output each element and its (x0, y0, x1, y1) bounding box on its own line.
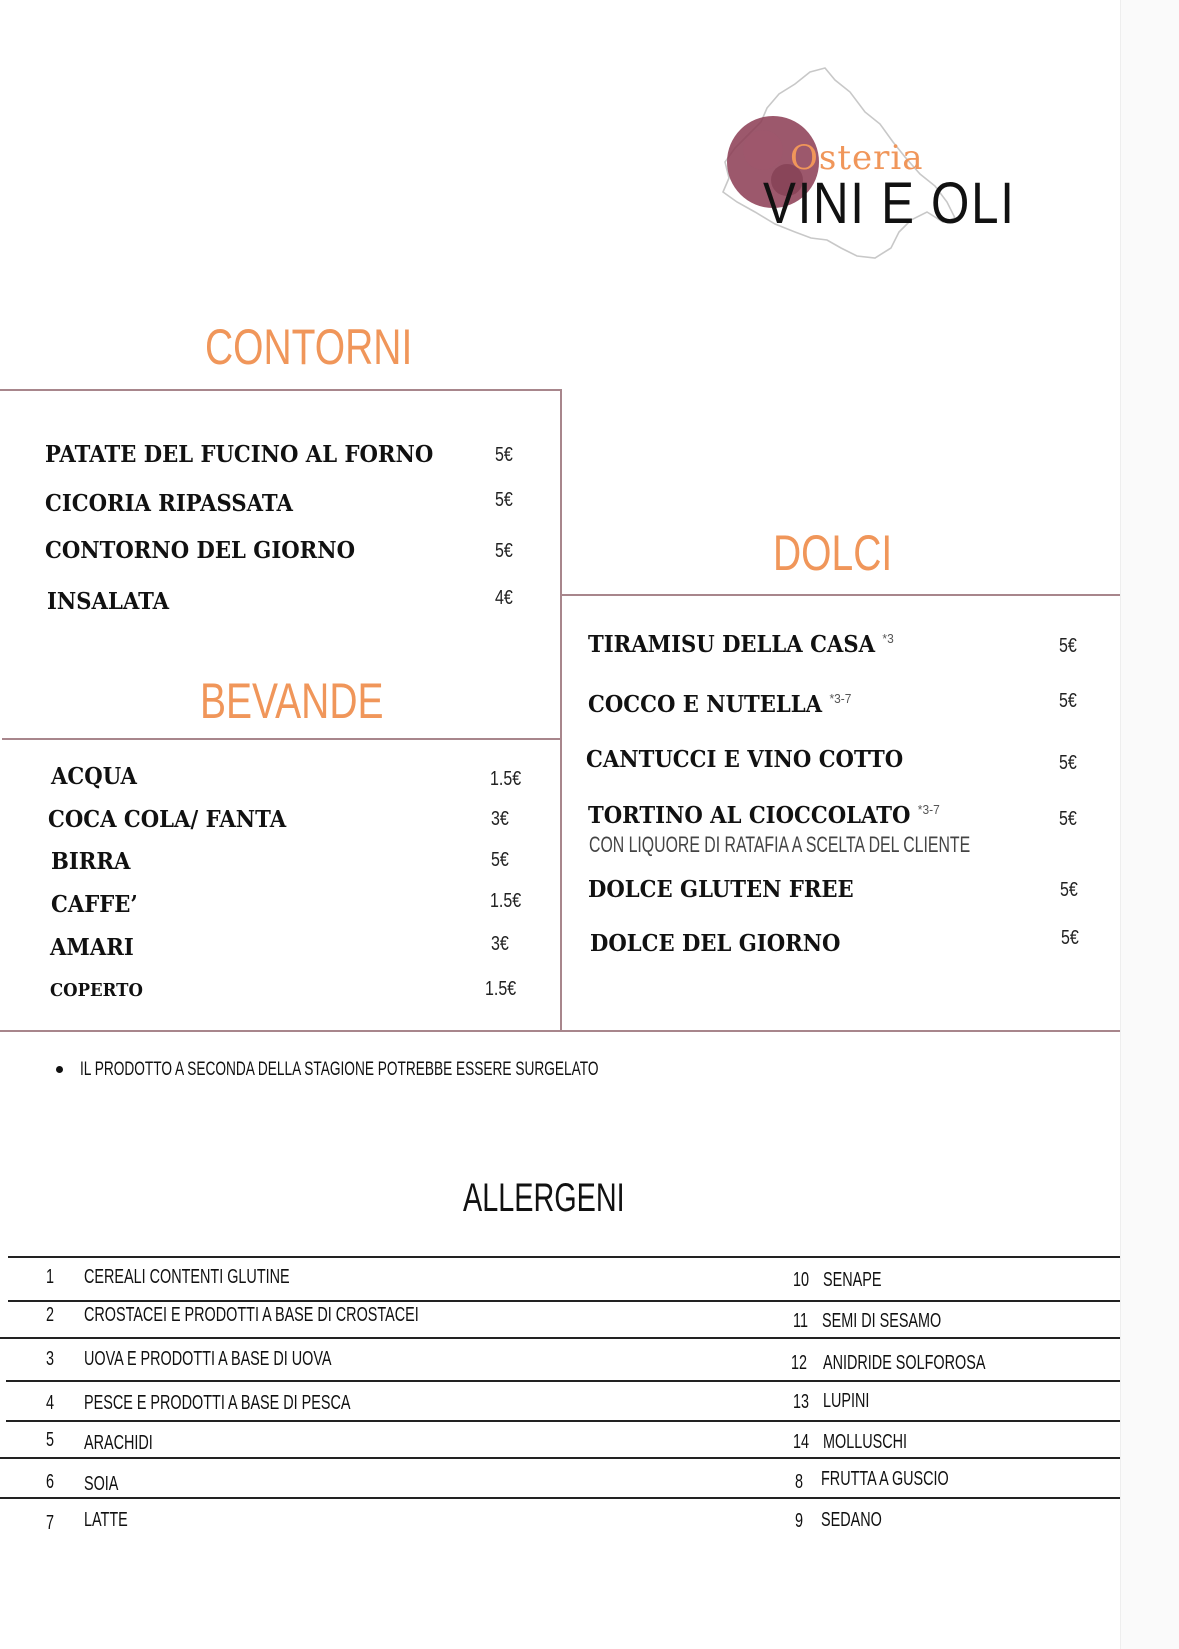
allergen-number: 14 (793, 1431, 810, 1453)
list-item: CAFFE’ (51, 891, 138, 918)
list-item (588, 802, 940, 829)
list-item: CICORIA RIPASSATA (45, 490, 293, 517)
allergeni-rule (0, 1497, 1120, 1499)
dolci-rule (561, 594, 1120, 596)
logo-vini-e-oli: VINI E OLI (763, 171, 1016, 236)
item-price: 1.5€ (490, 890, 522, 912)
allergeni-rule (8, 1256, 1120, 1258)
allergen-label: FRUTTA A GUSCIO (821, 1468, 949, 1490)
allergen-number: 4 (46, 1392, 55, 1414)
allergen-label: SEMI DI SESAMO (822, 1310, 942, 1332)
allergen-number: 3 (46, 1348, 55, 1370)
allergen-label: SOIA (84, 1473, 119, 1495)
item-price: 1.5€ (485, 978, 517, 1000)
item-price: 5€ (1059, 690, 1077, 712)
list-item: PATATE DEL FUCINO AL FORNO (45, 441, 434, 468)
item-price: 4€ (495, 587, 513, 609)
list-item: INSALATA (47, 588, 170, 615)
allergeni-rule (0, 1457, 1120, 1459)
item-note: CON LIQUORE DI RATAFIA A SCELTA DEL CLIENTE (589, 832, 971, 857)
allergen-number: 11 (793, 1310, 808, 1332)
logo-osteria: Osteria (790, 138, 924, 178)
item-price: 5€ (1059, 635, 1077, 657)
list-item: CONTORNO DEL GIORNO (45, 537, 356, 564)
allergen-label: ARACHIDI (84, 1432, 153, 1454)
list-item: AMARI (50, 934, 134, 961)
list-item (586, 746, 903, 773)
allergen-label: MOLLUSCHI (823, 1431, 908, 1453)
allergen-number: 7 (46, 1512, 55, 1534)
list-item (588, 876, 854, 903)
allergen-label: CROSTACEI E PRODOTTI A BASE DI CROSTACEI (84, 1304, 419, 1326)
allergen-number: 9 (795, 1510, 804, 1532)
item-name: DOLCE GLUTEN FREE (588, 876, 854, 903)
contorni-rule (0, 389, 561, 391)
item-allergens: *3 (882, 631, 894, 646)
allergen-label: PESCE E PRODOTTI A BASE DI PESCA (84, 1392, 351, 1414)
left-column-divider (560, 389, 562, 1031)
item-price: 5€ (495, 444, 513, 466)
allergen-label: UOVA E PRODOTTI A BASE DI UOVA (84, 1348, 332, 1370)
allergen-number: 12 (791, 1352, 808, 1374)
allergen-label: SENAPE (823, 1269, 882, 1291)
list-item (590, 930, 840, 957)
item-price: 5€ (1060, 879, 1078, 901)
allergeni-rule (6, 1380, 1120, 1382)
list-item: BIRRA (51, 848, 131, 875)
list-item (588, 691, 851, 718)
footnote: IL PRODOTTO A SECONDA DELLA STAGIONE POTREBBE ESSERE SURGELATO (80, 1059, 599, 1080)
menu-bottom-rule (0, 1030, 1120, 1032)
allergeni-title: ALLERGENI (463, 1176, 625, 1220)
item-name: DOLCE DEL GIORNO (590, 930, 841, 957)
allergen-number: 8 (795, 1471, 804, 1493)
item-name: TIRAMISU DELLA CASA (588, 631, 876, 658)
item-allergens: *3-7 (829, 691, 852, 706)
allergen-number: 13 (793, 1391, 810, 1413)
footnote-bullet (56, 1066, 63, 1073)
allergeni-rule (8, 1300, 1120, 1302)
allergen-number: 1 (46, 1266, 55, 1288)
allergen-number: 2 (46, 1304, 55, 1326)
bevande-rule (2, 738, 561, 740)
allergen-label: ANIDRIDE SOLFOROSA (823, 1352, 986, 1374)
dolci-title: DOLCI (773, 525, 893, 581)
item-price: 3€ (491, 933, 509, 955)
allergeni-rule (6, 1420, 1120, 1422)
list-item: COCA COLA/ FANTA (48, 806, 287, 833)
allergen-label: CEREALI CONTENTI GLUTINE (84, 1266, 290, 1288)
item-price: 5€ (495, 489, 513, 511)
allergen-label: LUPINI (823, 1390, 870, 1412)
list-item (588, 631, 894, 658)
item-price: 5€ (1059, 808, 1077, 830)
item-price: 5€ (491, 849, 509, 871)
item-price: 5€ (1061, 927, 1079, 949)
item-price: 5€ (1059, 752, 1077, 774)
bevande-title: BEVANDE (200, 673, 384, 729)
list-item: COPERTO (50, 980, 143, 1001)
allergen-number: 10 (793, 1269, 810, 1291)
allergen-number: 5 (46, 1429, 55, 1451)
page-right-edge (1120, 0, 1179, 1649)
allergen-label: SEDANO (821, 1509, 882, 1531)
item-name: COCCO E NUTELLA (588, 691, 823, 718)
logo (715, 62, 1015, 272)
item-price: 3€ (491, 808, 509, 830)
allergeni-rule (0, 1337, 1120, 1339)
allergen-label: LATTE (84, 1509, 128, 1531)
list-item: ACQUA (51, 763, 137, 790)
contorni-title: CONTORNI (205, 319, 413, 375)
item-price: 5€ (495, 540, 513, 562)
item-allergens: *3-7 (917, 802, 940, 817)
allergen-number: 6 (46, 1471, 55, 1493)
item-name: TORTINO AL CIOCCOLATO (588, 802, 911, 829)
item-price: 1.5€ (490, 768, 522, 790)
item-name: CANTUCCI E VINO COTTO (586, 746, 904, 773)
